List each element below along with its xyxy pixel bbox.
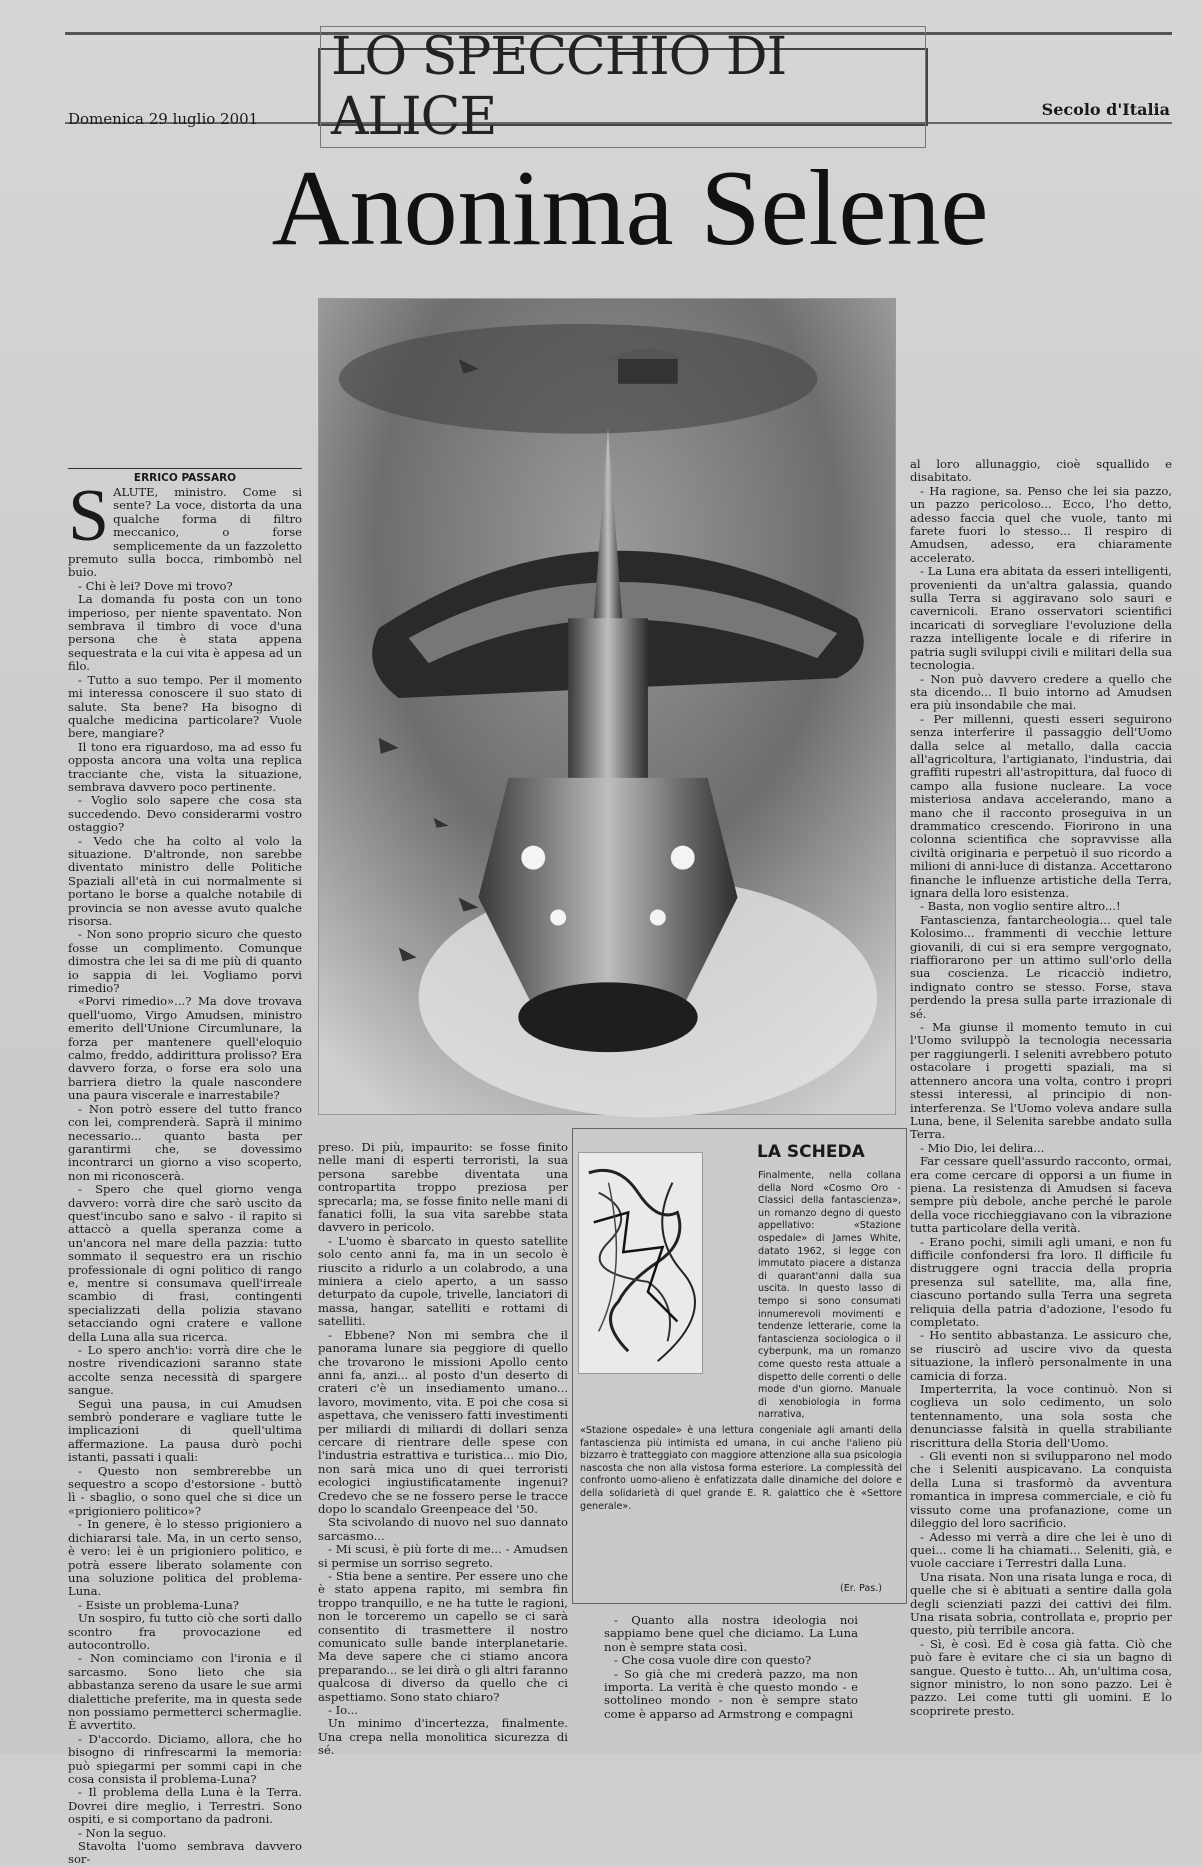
paragraph: - Ebbene? Non mi sembra che il panorama lunare sia peggiore di quello che trovarono le missioni Apollo cento anni fa, anzi... al posto d'un deserto di crateri c'è un insediamento umano... lavoro, movimento, vita. E poi che cosa si aspettava, che venissero fatti investimenti per miliardi di miliardi di dollari senza cercare di rientrare delle spese con l'industria estrattiva e turistica... mio Dio, non sarà mica uno di quei terroristi ecologici ingiustificatamente ingenui? Credevo che se ne fossero perse le tracce dopo lo scandalo Greenpeace del '50.	[318, 1327, 568, 1516]
paragraph: al loro allunaggio, cioè squallido e disabitato.	[910, 457, 1172, 485]
paragraph: Un sospiro, fu tutto ciò che sortì dallo scontro fra provocazione ed autocontrollo.	[68, 1611, 302, 1652]
paragraph: - Lo spero anch'io: vorrà dire che le nostre rivendicazioni saranno state accolte senza necessità di spargere sangue.	[68, 1343, 302, 1398]
paragraph: - Non potrò essere del tutto franco con lei, comprenderà. Saprà il minimo necessario... quanto basta per garantirmi che, se dovessimo incontrarci un giorno a viso scoperto, non mi riconoscerà.	[68, 1101, 302, 1183]
paragraph: Seguì una pausa, in cui Amudsen sembrò ponderare e vagliare tutte le implicazioni di quell'ultima affermazione. La pausa durò pochi istanti, passati i quali:	[68, 1396, 302, 1465]
headline: Anonima Selene	[271, 149, 989, 268]
paragraph: - Spero che quel giorno venga davvero: vorrà dire che sarò uscito da quest'incubo sano e salvo - il rapito si attaccò a quella speranza come a un'ancora nel mare della pazzia: tutto sommato il sequestro era un rischio professionale di ogni politico di rango e, mentre si consumava quell'irreale scambio di frasi, contingenti specializzati della polizia stavano setacciando ogni cratere e vallone della Luna alla sua ricerca.	[68, 1182, 302, 1344]
paragraph: Sta scivolando di nuovo nel suo dannato sarcasmo...	[318, 1515, 568, 1543]
paragraph: ALUTE, ministro. Come si sente? La voce, distorta da una qualche forma di filtro meccanico, o forse semplicemente da un fazzoletto premuto sulla bocca, rimbombò nel buio.	[68, 485, 302, 580]
scheda-illustration	[578, 1152, 703, 1374]
scheda-text: Finalmente, nella collana della Nord «Cosmo Oro - Classici della fantascienza», un romanzo degno di questo appellativo: «Stazione ospedale» di James White, datato 1962, si legge con immutato piacere a distanza di quarant'anni dalla sua uscita. In questo lasso di tempo si sono consumati innumerevoli movimenti e tendenze letterarie, come la fantascienza sociologica o il cyberpunk, ma un romanzo come questo resta attuale a dispetto delle correnti o delle mode d'un giorno. Manuale di xenobiologia in forma narrativa,	[758, 1170, 901, 1421]
spaceship-illustration	[318, 298, 896, 1115]
masthead	[318, 27, 928, 147]
paragraph: - Esiste un problema-Luna?	[78, 1597, 240, 1612]
byline: ERRICO PASSARO	[68, 468, 302, 484]
paragraph: Il tono era riguardoso, ma ad esso fu opposta ancora una volta una replica tracciante che, vista la situazione, sembrava davvero poco pertinente.	[68, 739, 302, 794]
paragraph: - Erano pochi, simili agli umani, e non fu difficile confondersi fra loro. Il difficile fu distruggere ogni traccia della propria presenza sul satellite, ma, alla fine, ciascuno portando sulla Terra una segreta reliquia della patria d'adozione, l'esodo fu completato.	[910, 1234, 1172, 1329]
masthead-title: LO SPECCHIO DI ALICE	[320, 26, 926, 148]
paragraph: - D'accordo. Diciamo, allora, che ho bisogno di rinfrescarmi la memoria: può spiegarmi per sommi capi in che cosa consista il problema-Luna?	[68, 1731, 302, 1786]
scheda-signature: (Er. Pas.)	[840, 1583, 882, 1594]
paragraph: - Voglio solo sapere che cosa sta succedendo. Devo considerarmi vostro ostaggio?	[68, 793, 302, 835]
paragraph: Fantascienza, fantarcheologia... quel tale Kolosimo... frammenti di vecchie letture giovanili, di cui si era sempre vergognato, riaffiorarono per un attimo sull'orlo della sua coscienza. Le ricacciò indietro, indignato contro se stesso. Forse, stava perdendo la presa sulla parte irrazionale di sé.	[910, 912, 1172, 1021]
dropcap: S	[68, 475, 110, 557]
article-column-right	[910, 457, 1172, 1718]
paragraph: - Ma giunse il momento temuto in cui l'Uomo sviluppò la tecnologia necessaria per raggiungerli. I seleniti avrebbero potuto ostacolare i progetti spaziali, ma si attennero ancora una volta, contro i propri stessi interessi, al principio di non-interferenza. Se l'Uomo voleva andare sulla Luna, bene, il Selenita sarebbe andato sulla Terra.	[910, 1020, 1172, 1142]
paragraph: - Chi è lei? Dove mi trovo?	[78, 578, 233, 593]
paragraph: - Per millenni, questi esseri seguirono senza interferire il passaggio dell'Uomo dalla selce al metallo, dalla caccia all'agricoltura, l'artigianato, l'industria, dai graffiti rupestri all'astropittura, dal fuoco di campo alla fusione nucleare. La voce misteriosa andava accelerando, mano a mano che il racconto proseguiva in un drammatico crescendo. Fiorirono in una colonna scientifica che sopravvisse alla civiltà originaria e perpetuò il suo ricordo a milioni di anni-luce di distanza. Accettarono finanche le influenze artistiche della Terra, ignara della loro esistenza.	[910, 711, 1172, 900]
scheda-text-continued: «Stazione ospedale» è una lettura congeniale agli amanti della fantascienza più intimista ed umana, in cui anche l'alieno più bizzarro è tratteggiato con maggiore attenzione alla sua psicologia nascosta che non alla vistosa forma esteriore. La complessità del confronto uomo-alieno è enfatizzata dalle dinamiche del dolore e della solidarietà di quel grande E. R. galattico che è «Settore generale».	[580, 1425, 902, 1512]
article-column-middle	[318, 1140, 568, 1758]
paragraph: preso. Di più, impaurito: se fosse finito nelle mani di esperti terroristi, la sua persona sarebbe diventata una contropartita troppo preziosa per sprecarla; ma, se fosse finito nelle mani di fanatici folli, la sua vita sarebbe stata davvero in pericolo.	[318, 1140, 568, 1235]
paragraph: - In genere, è lo stesso prigioniero a dichiararsi tale. Ma, in un certo senso, è vero: lei è un prigioniero politico, e potrà essere liberato solamente con una soluzione politica del problema-Luna.	[68, 1517, 302, 1599]
paragraph: - Quanto alla nostra ideologia noi sappiamo bene quel che diciamo. La Luna non è sempre stata così.	[604, 1613, 858, 1654]
paragraph: - Il problema della Luna è la Terra. Dovrei dire meglio, i Terrestri. Sono ospiti, e si comportano da padroni.	[68, 1785, 302, 1827]
paragraph: - Adesso mi verrà a dire che lei è uno di quei... come li ha chiamati... Seleniti, già, e vuole cacciare i Terrestri dalla Luna.	[910, 1529, 1172, 1571]
issue-date: Domenica 29 luglio 2001	[68, 110, 259, 128]
paragraph: Imperterrita, la voce continuò. Non si coglieva un solo cedimento, un solo tentennamento, una sola sosta che denunciasse falsità in quella strabiliante riscrittura della Storia dell'Uomo.	[910, 1382, 1172, 1450]
article-column-middle-bottom	[604, 1614, 858, 1734]
paragraph: La domanda fu posta con un tono imperioso, per niente spaventato. Non sembrava il timbro di voce d'una persona che è stata appena sequestrata e la cui vita è appesa ad un filo.	[68, 592, 302, 674]
paragraph: - Gli eventi non si svilupparono nel modo che i Seleniti auspicavano. La conquista della Luna si trasformò da avventura romantica in impresa commerciale, e ciò fu vissuto come una profanazione, come un dileggio del loro sacrificio.	[910, 1449, 1172, 1531]
paragraph: - Mi scusi, è più forte di me... - Amudsen si permise un sorriso segreto.	[318, 1542, 568, 1570]
paragraph: - Che cosa vuole dire con questo?	[614, 1653, 812, 1668]
paragraph: - La Luna era abitata da esseri intelligenti, provenienti da un'altra galassia, quando sulla Terra si aggiravano solo sauri e cavernicoli. Erano osservatori scientifici incaricati di sorvegliare l'evoluzione della razza intelligente locale e di riferire in patria sugli sviluppi civili e militari della sua tecnologia.	[910, 564, 1172, 673]
paragraph: - Stia bene a sentire. Per essere uno che è stato appena rapito, mi sembra fin troppo tranquillo, e ne ha tutte le ragioni, non le torceremo un capello se ci sarà consentito di trasmettere il nostro comunicato sulle bande interplanetarie. Ma deve sapere che ci stiamo ancora preparando... se lei dirà o gli altri faranno qualcosa di diverso da quello che ci aspettiamo. Sono stato chiaro?	[318, 1569, 568, 1704]
paragraph: - Non la seguo.	[78, 1825, 167, 1840]
paragraph: - Vedo che ha colto al volo la situazione. D'altronde, non sarebbe diventato ministro delle Politiche Spaziali all'età in cui normalmente si portano le borse a qualche notabile di provincia se non avesse avuto qualche risorsa.	[68, 833, 302, 928]
paragraph: - Questo non sembrerebbe un sequestro a scopo d'estorsione - buttò lì - sbaglio, o sono quel che si dice un «prigioniero politico»?	[68, 1463, 302, 1518]
paper-name: Secolo d'Italia	[1041, 100, 1170, 119]
paragraph: - Mio Dio, lei delira...	[920, 1140, 1045, 1155]
paragraph: - Non sono proprio sicuro che questo fosse un complimento. Comunque dimostra che lei sa di me più di quanto io sappia di lei. Vogliamo porvi rimedio?	[68, 927, 302, 996]
paragraph: - Ho sentito abbastanza. Le assicuro che, se riuscirò ad uscire vivo da questa situazione, la inflerò personalmente in una camicia di forza.	[910, 1328, 1172, 1383]
paragraph: - Non può davvero credere a quello che sta dicendo... Il buio intorno ad Amudsen era più insondabile che mai.	[910, 671, 1172, 713]
paragraph: - Io...	[328, 1703, 359, 1718]
paragraph: - So già che mi crederà pazzo, ma non importa. La verità è che questo mondo - e sottolineo mondo - non è sempre stato come è apparso ad Armstrong e compagni	[604, 1666, 858, 1721]
paragraph: - Ha ragione, sa. Penso che lei sia pazzo, un pazzo pericoloso... Ecco, l'ho detto, adesso faccia quel che vuole, tanto mi farete fuori lo stesso... Il respiro di Amudsen, adesso, era chiaramente accelerato.	[910, 483, 1172, 565]
paragraph: Una risata. Non una risata lunga e roca, di quelle che si è abituati a sentire dalla gola degli scienziati pazzi dei cattivi dei film. Una risata sobria, controllata e, proprio per questo, più terribile ancora.	[910, 1569, 1172, 1638]
paragraph: Far cessare quell'assurdo racconto, ormai, era come cercare di opporsi a un fiume in piena. La resistenza di Amudsen si faceva sempre più debole, anche perché le parole della voce ricchieggiavano con la vibrazione tutta particolare della verità.	[910, 1154, 1172, 1236]
paragraph: - Tutto a suo tempo. Per il momento mi interessa conoscere il suo stato di salute. Sta bene? Ha bisogno di qualche medicina particolare? Vuole bere, mangiare?	[68, 672, 302, 741]
paragraph: - L'uomo è sbarcato in questo satellite solo cento anni fa, ma in un secolo è riuscito a ridurlo a un colabrodo, a una miniera a cielo aperto, a un sasso deturpato da cupole, trivelle, lanciatori di massa, hangar, satelliti e rottami di satelliti.	[318, 1233, 568, 1329]
paragraph: «Porvi rimedio»...? Ma dove trovava quell'uomo, Virgo Amudsen, ministro emerito dell'Unione Circumlunare, la forza per mantenere quell'eloquio calmo, freddo, addirittura prolisso? Era davvero forza, o forse era solo una barriera dietro la quale nascondere una paura viscerale e inarrestabile?	[68, 994, 302, 1103]
paragraph: Un minimo d'incertezza, finalmente. Una crepa nella monolitica sicurezza di sé.	[318, 1716, 568, 1758]
paragraph: - Basta, non voglio sentire altro...!	[920, 899, 1121, 914]
paragraph: - Sì, è così. Ed è cosa già fatta. Ciò che può fare è evitare che ci sia un bagno di sangue. Questo è tutto... Ah, un'ultima cosa, signor ministro, lo non sono pazzo. Lei è pazzo. Lei come tutti gli uomini. E lo scoprirete presto.	[910, 1636, 1172, 1718]
scheda-title: LA SCHEDA	[757, 1142, 865, 1162]
paragraph: - Non cominciamo con l'ironia e il sarcasmo. Sono lieto che sia abbastanza sereno da usare le sue armi dialettiche preferite, ma in questa sede non possiamo permetterci schermaglie. È avvertito.	[68, 1651, 302, 1733]
paragraph: Stavolta l'uomo sembrava davvero sor-	[68, 1839, 302, 1867]
